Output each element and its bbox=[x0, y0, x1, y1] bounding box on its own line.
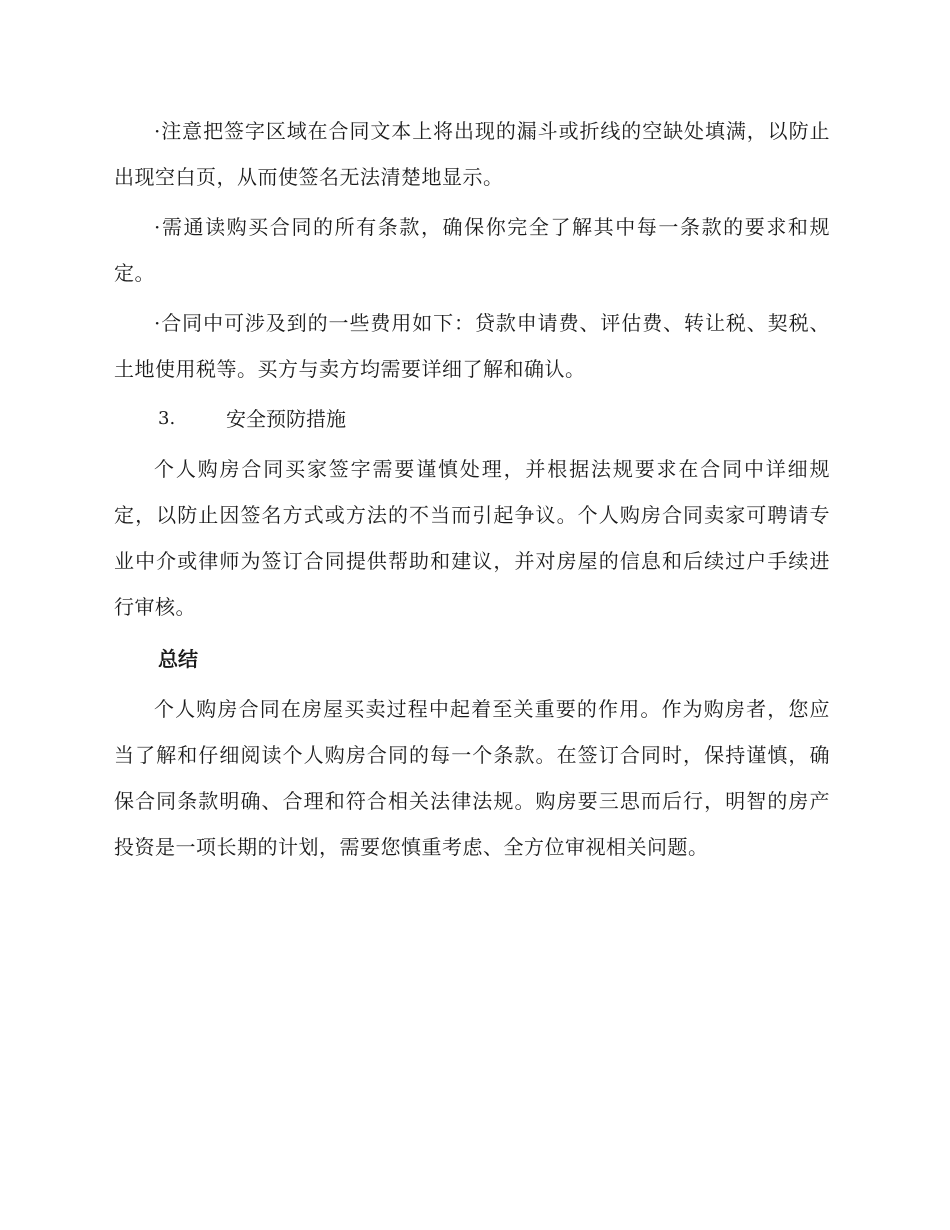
summary-heading: 总结 bbox=[158, 647, 198, 671]
section-number: 3. bbox=[158, 408, 176, 429]
bullet-fees: ·合同中可涉及到的一些费用如下：贷款申请费、评估费、转让税、契税、土地使用税等。买方与卖方均需要详细了解和确认。 bbox=[114, 311, 830, 381]
document-page bbox=[114, 108, 830, 884]
section-3-heading bbox=[114, 396, 830, 442]
bullet-signature-area: ·注意把签字区域在合同文本上将出现的漏斗或折线的空缺处填满，以防止出现空白页，从而使签名无法清楚地显示。 bbox=[114, 119, 830, 189]
bullet-read-terms: ·需通读购买合同的所有条款，确保你完全了解其中每一条款的要求和规定。 bbox=[114, 215, 830, 285]
section-3-body: 个人购房合同买家签字需要谨慎处理，并根据法规要求在合同中详细规定，以防止因签名方式或方法的不当而引起争议。个人购房合同卖家可聘请专业中介或律师为签订合同提供帮助和建议，并对房屋的信息和后续过户手续进行审核。 bbox=[114, 457, 830, 619]
section-title: 安全预防措施 bbox=[226, 407, 346, 431]
summary-body: 个人购房合同在房屋买卖过程中起着至关重要的作用。作为购房者，您应当了解和仔细阅读个人购房合同的每一个条款。在签订合同时，保持谨慎，确保合同条款明确、合理和符合相关法律法规。购房要三思而后行，明智的房产投资是一项长期的计划，需要您慎重考虑、全方位审视相关问题。 bbox=[114, 697, 830, 859]
